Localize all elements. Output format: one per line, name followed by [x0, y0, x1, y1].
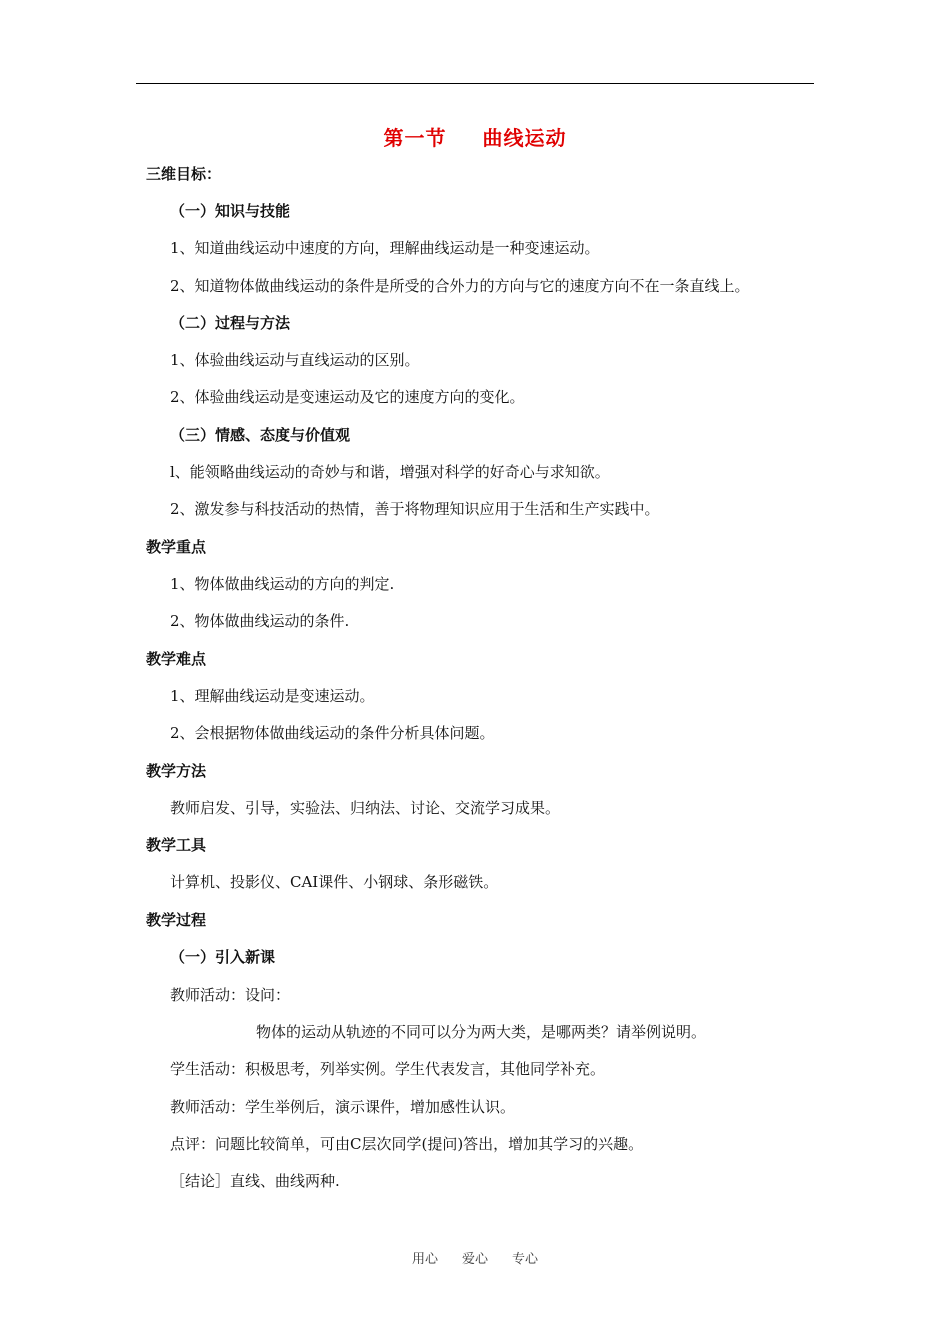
paragraph: 1、理解曲线运动是变速运动。 — [170, 687, 375, 705]
page-title — [0, 122, 950, 151]
paragraph: 教师活动：学生举例后，演示课件，增加感性认识。 — [170, 1098, 516, 1116]
subheading-knowledge-skills: （一）知识与技能 — [170, 202, 291, 220]
subheading-process-methods: （二）过程与方法 — [170, 314, 291, 332]
paragraph: 计算机、投影仪、CAI课件、小钢球、条形磁铁。 — [170, 873, 499, 891]
paragraph: 1、知道曲线运动中速度的方向，理解曲线运动是一种变速运动。 — [170, 239, 600, 257]
heading-methods: 教学方法 — [146, 762, 207, 780]
footer-item: 用心 — [411, 1252, 438, 1267]
heading-process: 教学过程 — [146, 911, 207, 929]
footer-item: 专心 — [512, 1252, 539, 1267]
paragraph: 1、体验曲线运动与直线运动的区别。 — [170, 351, 420, 369]
paragraph: 学生活动：积极思考，列举实例。学生代表发言，其他同学补充。 — [170, 1060, 606, 1078]
footer-item: 爱心 — [461, 1252, 488, 1267]
subheading-emotions-values: （三）情感、态度与价值观 — [170, 426, 351, 444]
paragraph: 2、体验曲线运动是变速运动及它的速度方向的变化。 — [170, 388, 525, 406]
paragraph: l、能领略曲线运动的奇妙与和谐，增强对科学的好奇心与求知欲。 — [170, 463, 610, 481]
paragraph-conclusion: ［结论］直线、曲线两种. — [170, 1172, 340, 1190]
heading-key-points: 教学重点 — [146, 538, 207, 556]
page-footer — [0, 1248, 950, 1267]
subheading-introduction: （一）引入新课 — [170, 948, 276, 966]
paragraph: 2、会根据物体做曲线运动的条件分析具体问题。 — [170, 724, 495, 742]
heading-difficulties: 教学难点 — [146, 650, 207, 668]
paragraph: 2、物体做曲线运动的条件. — [170, 612, 350, 630]
paragraph: 2、激发参与科技活动的热情，善于将物理知识应用于生活和生产实践中。 — [170, 500, 660, 518]
heading-tools: 教学工具 — [146, 836, 207, 854]
title-section-number: 第一节 — [383, 126, 447, 150]
paragraph: 2、知道物体做曲线运动的条件是所受的合外力的方向与它的速度方向不在一条直线上。 — [170, 277, 750, 295]
paragraph-indented: 物体的运动从轨迹的不同可以分为两大类，是哪两类？请举例说明。 — [256, 1023, 707, 1041]
header-rule — [136, 83, 814, 84]
paragraph: 点评：问题比较简单，可由C层次同学(提问)答出，增加其学习的兴趣。 — [170, 1135, 644, 1153]
heading-objectives: 三维目标： — [146, 165, 222, 183]
paragraph: 教师启发、引导，实验法、归纳法、讨论、交流学习成果。 — [170, 799, 561, 817]
title-topic: 曲线运动 — [482, 126, 567, 150]
paragraph: 1、物体做曲线运动的方向的判定. — [170, 575, 395, 593]
paragraph: 教师活动：设问： — [170, 986, 291, 1004]
